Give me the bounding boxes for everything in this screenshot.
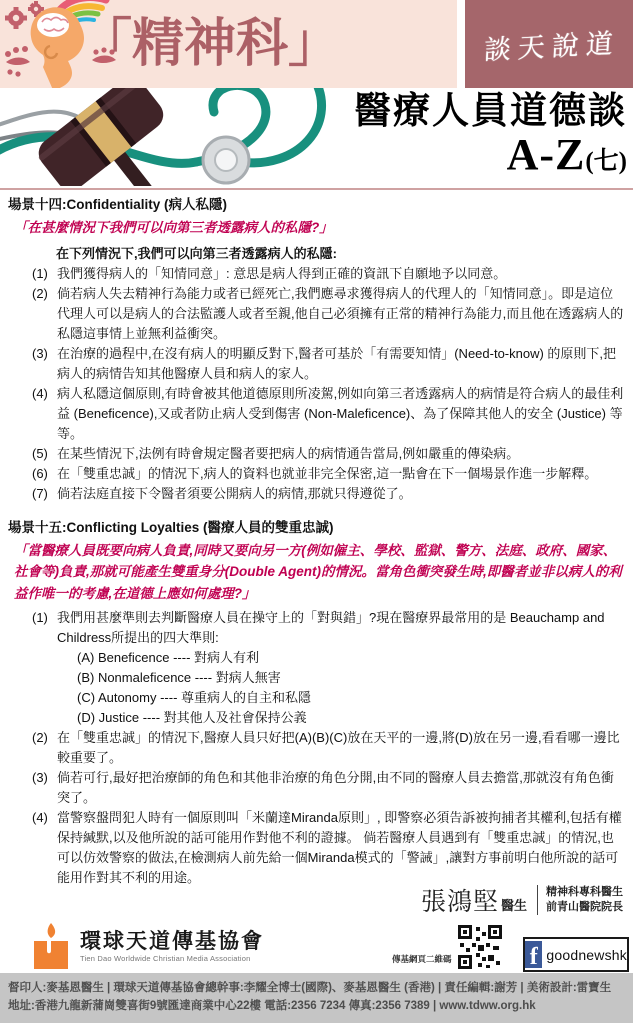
section-conflicting-loyalties (8, 517, 625, 889)
list-item (32, 728, 625, 768)
section-quote: 「在甚麼情況下我們可以向第三者透露病人的私隱?」 (14, 220, 333, 235)
head-icon (31, 7, 84, 90)
article-series: A-Z (506, 130, 586, 179)
candle-logo-icon (30, 923, 72, 969)
item-number: (5) (32, 445, 48, 461)
hero (0, 88, 633, 190)
item-text: 倘若可行,最好把治療師的角色和其他非治療的角色分開,由不同的醫療人員去擔當,那就沒有角色衝突了。 (57, 770, 614, 805)
list-item (32, 344, 625, 384)
section-confidentiality (8, 194, 625, 504)
org-name: 環球天道傳基協會 (80, 930, 264, 953)
banner-title: 談天說道 (483, 27, 621, 66)
item-number: (4) (32, 385, 48, 401)
sub-list-item: (A) Beneficence ---- 對病人有利 (77, 650, 260, 665)
facebook-label: goodnewshk (546, 946, 627, 963)
item-number: (2) (32, 285, 48, 301)
footer-bar (0, 973, 633, 1023)
content (8, 194, 625, 901)
sub-list-item: (B) Nonmaleficence ---- 對病人無害 (77, 670, 281, 685)
item-text-block (57, 608, 625, 728)
column-banner (465, 0, 633, 88)
item-text: 我們獲得病人的「知情同意」: 意思是病人得到正確的資訊下自願地予以同意。 (57, 265, 507, 281)
list-item (32, 284, 625, 344)
item-number: (3) (32, 770, 48, 785)
sub-list-item: (C) Autonomy ---- 尊重病人的自主和私隱 (77, 690, 312, 705)
list-item (32, 484, 625, 504)
org-name-en: Tien Dao Worldwide Christian Media Association (80, 954, 251, 963)
article-title (354, 90, 627, 188)
section-quote: 「當醫療人員既要向病人負責,同時又要向另一方(例如僱主、學校、監獄、警方、法庭、政府、國家、社會等)負責,那就可能產生雙重身分(Double Agent)的情況。當角色衝突發生時,即醫者並非以病人的利益作唯一的考慮,在道德上應如何處理?」 (14, 542, 622, 601)
signature-suffix: 醫生 (500, 897, 527, 913)
signature (421, 882, 623, 918)
section-heading: 場景十五:Conflicting Loyalties (醫療人員的雙重忠誠) (8, 519, 334, 535)
signature-credentials (546, 885, 623, 915)
signature-divider (537, 885, 538, 915)
section-intro: 在下列情況下,我們可以向第三者透露病人的私隱: (56, 245, 337, 261)
item-number: (1) (32, 610, 48, 625)
item-text: 倘若病人失去精神行為能力或者已經死亡,我們應尋求獲得病人的代理人的「知情同意」。即是這位代理人可以是病人的合法監護人或者至親,他自己必須擁有正常的精神行為能力,而且他在透露病人的私隱這事情上並無利益衝突。 (57, 285, 624, 341)
item-text: 在某些情況下,法例有時會規定醫者要把病人的病情通告當局,例如嚴重的傳染病。 (57, 445, 520, 461)
footer-bar-line1: 督印人:麥基恩醫生 | 環球天道傳基協會總幹事:李耀全博士(國際)、麥基恩醫生 (香港) | 責任編輯:謝芳 | 美術設計:雷寶生 (8, 982, 612, 994)
item-text: 當警察盤問犯人時有一個原則叫「米蘭達Miranda原則」, 即警察必須告訴被拘捕者其權利,包括有權保持緘默,以及他所說的話可能用作對他不利的證據。 倘若醫療人員遇到有「雙重忠誠」的情況,也可以仿效警察的做法,在檢測病人前先給一個Miranda模式的「警誡」,讓對方事前明白他所說的話可能用作對其不利的用途。 (57, 810, 622, 885)
footer (0, 920, 633, 972)
item-number: (1) (32, 265, 48, 281)
item-text: 在「雙重忠誠」的情況下,病人的資料也就並非完全保密,這一點會在下一個場景作進一步解釋。 (57, 465, 598, 481)
facebook-icon: f (525, 941, 542, 968)
facebook-badge[interactable] (523, 937, 629, 972)
list-item (32, 264, 625, 284)
list-item (32, 608, 625, 728)
list-item (32, 464, 625, 484)
list-item (32, 808, 625, 888)
item-text: 在「雙重忠誠」的情況下,醫療人員只好把(A)(B)(C)放在天平的一邊,將(D)放在另一邊,看看哪一邊比較重要了。 (57, 730, 620, 765)
item-text: 病人私隱這個原則,有時會被其他道德原則所凌駕,例如向第三者透露病人的病情是符合病人的最佳利益 (Beneficence),又或者防止病人受到傷害 (Non-Maleficence)、為了保障其他人的安全 (Justice) 等等。 (57, 385, 624, 441)
list-item (32, 444, 625, 464)
item-text: 我們用甚麼準則去判斷醫療人員在操守上的「對與錯」?現在醫療界最常用的是 Beauchamp and Childress所提出的四大準則: (57, 610, 605, 645)
item-number: (6) (32, 465, 48, 481)
org-identity (80, 930, 264, 963)
signature-credential-2: 前青山醫院院長 (546, 901, 623, 913)
footer-bar-line2: 地址:香港九龍新蒲崗雙喜街9號匯達商業中心22樓 電話:2356 7234 傳真:2356 7389 | www.tdww.org.hk (8, 1000, 536, 1012)
header-band (0, 0, 457, 88)
qr-code-icon (457, 924, 503, 970)
item-number: (3) (32, 345, 48, 361)
item-text: 倘若法庭直接下令醫者須要公開病人的病情,那就只得遵從了。 (57, 485, 412, 501)
article-title-main: 醫療人員道德談 (354, 91, 627, 132)
signature-name: 張鴻堅 (420, 888, 499, 916)
article-issue: (七) (585, 148, 627, 175)
list-item (32, 384, 625, 444)
sub-list-item: (D) Justice ---- 對其他人及社會保持公義 (77, 710, 307, 725)
section-heading: 場景十四:Confidentiality (病人私隱) (8, 197, 227, 212)
qr-label: 傳基網頁二維碼 (392, 954, 452, 964)
item-number: (4) (32, 810, 48, 825)
page-title: 「精神科」 (80, 15, 341, 73)
item-number: (7) (32, 485, 48, 501)
list-item (32, 768, 625, 808)
signature-credential-1: 精神科專科醫生 (546, 886, 623, 898)
item-number: (2) (32, 730, 48, 745)
item-text: 在治療的過程中,在沒有病人的明顯反對下,醫者可基於「有需要知情」(Need-to-know) 的原則下,把病人的病情告知其他醫療人員和病人的家人。 (57, 345, 617, 381)
